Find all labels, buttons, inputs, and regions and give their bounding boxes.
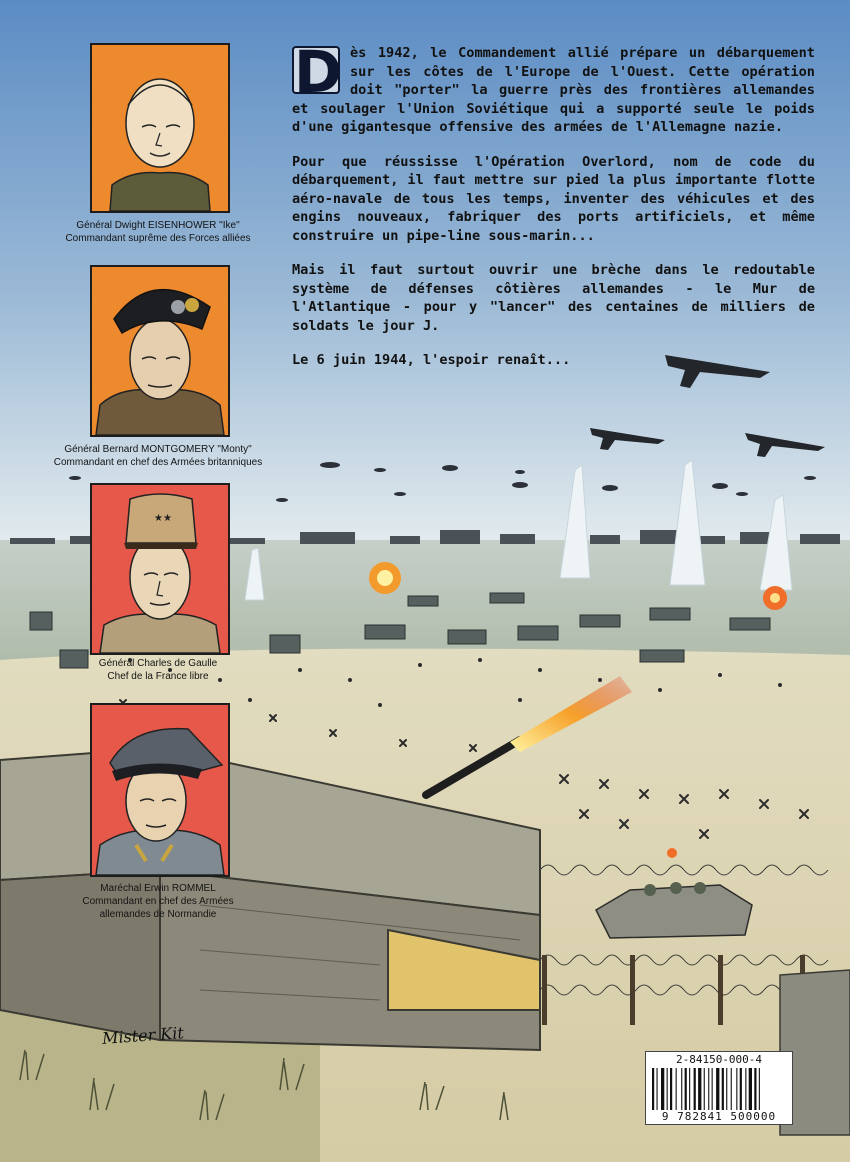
isbn-number: 2-84150-000-4 xyxy=(675,1053,763,1066)
barcode-bar xyxy=(661,1068,664,1110)
barcode-bar xyxy=(708,1068,709,1110)
caption-line: Commandant suprême des Forces alliées xyxy=(65,233,251,244)
caption-line: Commandant en chef des Armées xyxy=(82,896,234,907)
intro-paragraph-2: Pour que réussisse l'Opération Overlord, nom de code du débarquement, il faut mettre sur pied la plus importante flotte aéro-navale de tous les temps, inventer des véhicules et des engins nouveaux, fabriquer des ports artificiels, et même construire un pipe-line sous-marin... xyxy=(292,153,815,244)
barcode-bar xyxy=(694,1068,696,1110)
caption-line: Général Dwight EISENHOWER "Ike" xyxy=(76,220,240,231)
barcode-bar xyxy=(676,1068,677,1110)
barcode-bar xyxy=(754,1068,756,1110)
caption-line: allemandes de Normandie xyxy=(99,909,217,920)
barcode-bars xyxy=(652,1068,786,1110)
barcode-bar xyxy=(716,1068,719,1110)
barcode-bar xyxy=(667,1068,668,1110)
barcode-box xyxy=(645,1051,793,1125)
paragraph-text: ès 1942, le Commandement allié prépare un débarquement sur les côtes de l'Europe de l'Ouest. Cette opération doit "porter" la guerre près des frontières allemandes et soulager l'Union Soviétique qui a supporté seule le poids d'une gigantesque offensive des armées de l'Allemagne nazie. xyxy=(292,45,815,135)
rommel-portrait-image xyxy=(92,705,228,875)
caption-line: Chef de la France libre xyxy=(107,671,209,682)
de-gaulle-portrait-image xyxy=(92,485,228,653)
portrait-eisenhower xyxy=(90,43,230,213)
svg-text:★★: ★★ xyxy=(154,513,172,524)
caption-line: Maréchal Erwin ROMMEL xyxy=(100,883,216,894)
barcode-bar xyxy=(740,1068,742,1110)
caption-line: Général Charles de Gaulle xyxy=(98,658,218,669)
barcode-bar xyxy=(749,1068,752,1110)
barcode-bar xyxy=(657,1068,658,1110)
intro-text xyxy=(292,38,815,386)
barcode-bar xyxy=(652,1068,654,1110)
portrait-de-gaulle xyxy=(90,483,230,655)
drop-cap: D xyxy=(294,38,343,106)
caption-rommel xyxy=(40,882,276,921)
barcode-bar xyxy=(689,1068,690,1110)
caption-line: Général Bernard MONTGOMERY "Monty" xyxy=(64,444,252,455)
barcode-bar xyxy=(731,1068,732,1110)
barcode-bar xyxy=(736,1068,737,1110)
montgomery-portrait-image xyxy=(92,267,228,435)
caption-montgomery xyxy=(40,443,276,469)
intro-paragraph-4: Le 6 juin 1944, l'espoir renaît... xyxy=(292,352,571,368)
portrait-montgomery xyxy=(90,265,230,437)
barcode-bar xyxy=(759,1068,760,1110)
caption-line: Commandant en chef des Armées britanniques xyxy=(53,457,263,468)
barcode-bar xyxy=(670,1068,672,1110)
barcode-bar xyxy=(685,1068,687,1110)
caption-eisenhower xyxy=(40,219,276,245)
eisenhower-portrait-image xyxy=(92,45,228,211)
barcode-bar xyxy=(704,1068,705,1110)
barcode-bar xyxy=(698,1068,701,1110)
barcode-bar xyxy=(712,1068,713,1110)
ean-number: 9 782841 500000 xyxy=(661,1110,777,1123)
barcode-bar xyxy=(726,1068,727,1110)
barcode-bar xyxy=(745,1068,746,1110)
barcode-bar xyxy=(722,1068,724,1110)
barcode-bar xyxy=(681,1068,682,1110)
portrait-rommel xyxy=(90,703,230,877)
intro-paragraph-3: Mais il faut surtout ouvrir une brèche dans le redoutable système de défenses côtières allemandes - le Mur de l'Atlantique - pour y "lancer" des centaines de milliers de soldats le jour J. xyxy=(292,262,815,334)
caption-de-gaulle xyxy=(40,657,276,683)
artist-signature: Mister Kit xyxy=(101,1023,185,1048)
intro-paragraph-1 xyxy=(292,38,815,137)
